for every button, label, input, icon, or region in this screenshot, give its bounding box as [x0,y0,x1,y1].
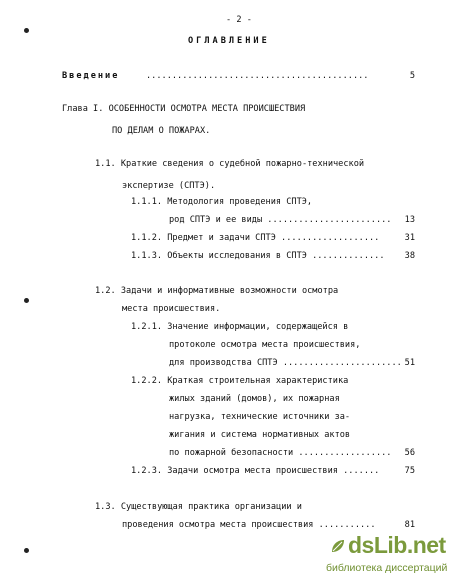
toc-heading: ОГЛАВЛЕНИЕ [188,36,270,46]
binding-hole-mark [24,548,29,553]
toc-entry-line: 1.1.2. Предмет и задачи СПТЭ ................... [131,233,380,243]
toc-entry-line: Глава I. ОСОБЕННОСТИ ОСМОТРА МЕСТА ПРОИСШЕСТВИЯ [62,104,306,114]
toc-entry-line: места происшествия. [122,304,221,314]
toc-page-number: 13 [404,215,415,225]
leaf-icon [330,538,346,554]
toc-entry-line: 1.1. Краткие сведения о судебной пожарно-технической [95,159,365,169]
toc-entry-line: жилых зданий (домов), их пожарная [169,394,340,404]
watermark-subtitle: библиотека диссертаций [326,562,448,574]
binding-hole-mark [24,28,29,33]
toc-entry-line: экспертизе (СПТЭ). [122,181,216,191]
toc-entry-line: 1.2.3. Задачи осмотра места происшествия ....... [131,466,380,476]
toc-entry-line: протоколе осмотра места происшествия, [169,340,361,350]
toc-entry-line: жигания и система нормативных актов [169,430,351,440]
toc-entry-line: для производства СПТЭ ....................... [169,358,402,368]
toc-page-number: 38 [404,251,415,261]
toc-entry-line: по пожарной безопасности .................. [169,448,392,458]
toc-entry-line: 1.2.2. Краткая строительная характеристика [131,376,349,386]
toc-entry-line: 1.1.3. Объекты исследования в СПТЭ .............. [131,251,385,261]
page-number: - 2 - [226,15,252,25]
toc-entry-label: Введение [62,71,120,81]
toc-entry-line: 1.2.1. Значение информации, содержащейся в [131,322,349,332]
watermark-logo-text: dsLib.net [348,532,446,558]
binding-hole-mark [24,298,29,303]
toc-entry-line: род СПТЭ и ее виды ........................ [169,215,392,225]
toc-entry-line: 1.2. Задачи и информативные возможности осмотра [95,286,339,296]
toc-entry-line: нагрузка, технические источники за- [169,412,351,422]
toc-page-number: 56 [404,448,415,458]
toc-page-number: 81 [404,520,415,530]
toc-entry-line: ПО ДЕЛАМ О ПОЖАРАХ. [112,126,211,136]
toc-page-number: 75 [404,466,415,476]
toc-leader-dots: ........................................... [146,71,369,81]
toc-page-number: 31 [404,233,415,243]
watermark-logo [320,530,450,582]
toc-entry-line: 1.1.1. Методология проведения СПТЭ, [131,197,313,207]
toc-entry-line: проведения осмотра места происшествия ........... [122,520,376,530]
toc-entry-line: 1.3. Существующая практика организации и [95,502,302,512]
toc-page-number: 51 [404,358,415,368]
toc-page-number: 5 [409,71,415,81]
